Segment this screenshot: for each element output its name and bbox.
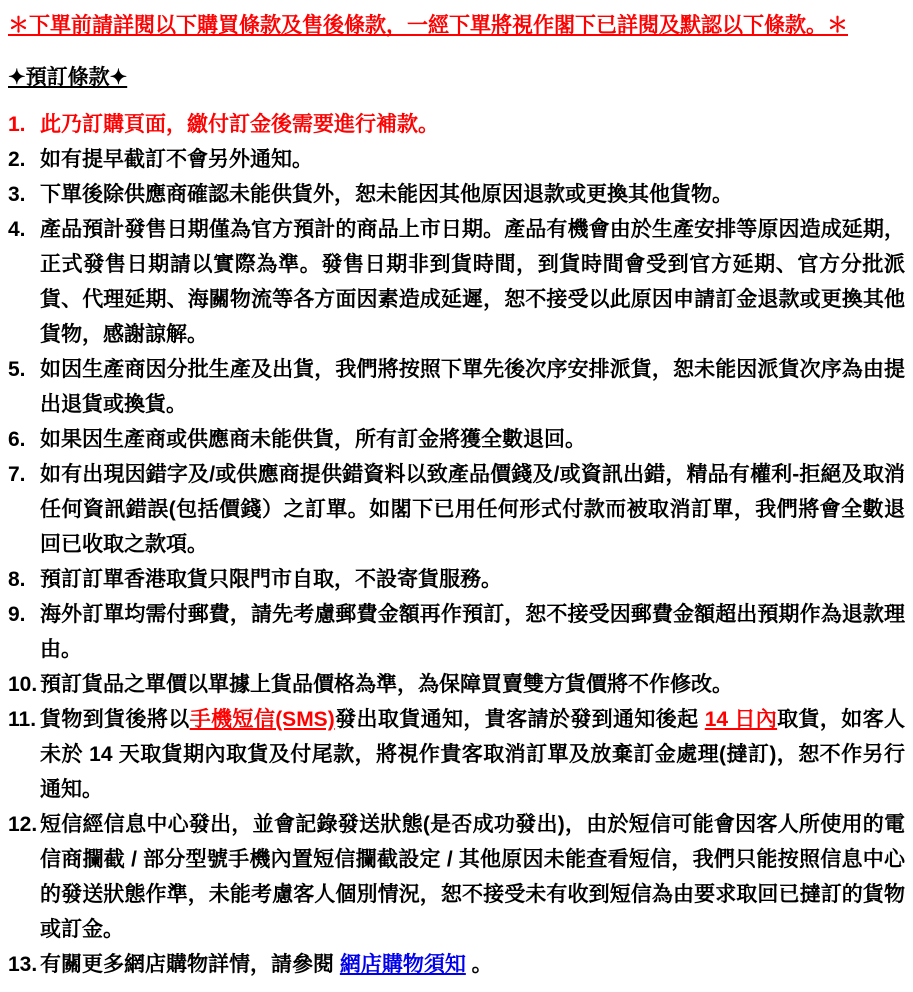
term-number: 9. [8, 603, 26, 626]
term-item-13 [8, 947, 905, 982]
term-text-segment: 貨物到貨後將以 [40, 708, 190, 731]
term-item-12 [8, 807, 905, 947]
term-text-segment: 短信經信息中心發出，並會記錄發送狀態(是否成功發出)，由於短信可能會因客人所使用的電信商攔截 / 部分型號手機內置短信攔截設定 / 其他原因未能查看短信，我們只能按照信息中心的發送狀態作準，未能考慮客人個別情況，恕不接受未有收到短信為由要求取回已撻訂的貨物或訂金。 [40, 813, 905, 941]
term-text [40, 667, 905, 702]
term-text [40, 142, 905, 177]
term-text-segment: 預訂貨品之單價以單據上貨品價格為準，為保障買賣雙方貨價將不作修改。 [40, 673, 733, 696]
term-item-9 [8, 597, 905, 667]
term-text-segment: 發出取貨通知，貴客請於發到通知後起 [334, 708, 705, 731]
purchase-notice-header: ＊下單前請詳閱以下購買條款及售後條款，一經下單將視作閣下已詳閱及默認以下條款。＊ [8, 14, 848, 37]
section-title-preorder-terms: ✦預訂條款✦ [8, 66, 128, 89]
term-item-2 [8, 142, 905, 177]
term-text-segment: 如因生產商因分批生產及出貨，我們將按照下單先後次序安排派貨，恕未能因派貨次序為由提出退貨或換貨。 [40, 358, 905, 416]
term-text-segment: 如有提早截訂不會另外通知。 [40, 148, 313, 171]
term-text-segment: 預訂訂單香港取貨只限門市自取，不設寄貨服務。 [40, 568, 502, 591]
term-text [40, 177, 905, 212]
term-text [40, 422, 905, 457]
term-item-7 [8, 457, 905, 562]
term-text [40, 597, 905, 667]
term-text [40, 947, 905, 982]
term-number: 1. [8, 113, 26, 136]
term-item-4 [8, 212, 905, 352]
pickup-deadline-highlight: 14 日內 [704, 708, 778, 731]
term-item-5 [8, 352, 905, 422]
term-number: 7. [8, 463, 26, 486]
term-number: 13. [8, 953, 38, 976]
term-text [40, 352, 905, 422]
term-number: 8. [8, 568, 26, 591]
term-text-segment: 產品預計發售日期僅為官方預計的商品上市日期。產品有機會由於生產安排等原因造成延期，正式發售日期請以實際為準。發售日期非到貨時間，到貨時間會受到官方延期、官方分批派貨、代理延期、海關物流等各方面因素造成延遲，恕不接受以此原因申請訂金退款或更換其他貨物，感謝諒解。 [40, 218, 905, 346]
term-text [40, 212, 905, 352]
term-item-11 [8, 702, 905, 807]
term-text-segment: 海外訂單均需付郵費，請先考慮郵費金額再作預訂，恕不接受因郵費金額超出預期作為退款理由。 [40, 603, 905, 661]
term-text [40, 807, 905, 947]
term-text-segment: 下單後除供應商確認未能供貨外，恕未能因其他原因退款或更換其他貨物。 [40, 183, 733, 206]
term-number: 12. [8, 813, 38, 836]
term-item-8 [8, 562, 905, 597]
term-text [40, 457, 905, 562]
term-number: 6. [8, 428, 26, 451]
terms-list [8, 107, 905, 982]
term-item-1 [8, 107, 905, 142]
sms-notice-highlight: 手機短信(SMS) [189, 708, 335, 731]
term-number: 2. [8, 148, 26, 171]
term-text [40, 562, 905, 597]
term-number: 11. [8, 708, 37, 731]
term-text-segment: 此乃訂購頁面，繳付訂金後需要進行補款。 [40, 113, 439, 136]
term-item-3 [8, 177, 905, 212]
term-item-6 [8, 422, 905, 457]
term-text-segment: 取貨，如客人未於 14 天取貨期內取貨及付尾款，將視作貴客取消訂單及放棄訂金處理(撻訂)，恕不作另行通知。 [40, 708, 905, 801]
term-number: 5. [8, 358, 26, 381]
term-text-segment: 。 [465, 953, 493, 976]
term-text-segment: 如果因生產商或供應商未能供貨，所有訂金將獲全數退回。 [40, 428, 586, 451]
term-number: 4. [8, 218, 26, 241]
shop-guide-link[interactable]: 網店購物須知 [339, 953, 466, 976]
term-text-segment: 有關更多網店購物詳情，請參閱 [40, 953, 340, 976]
term-text [40, 107, 905, 142]
term-text [40, 702, 905, 807]
term-item-10 [8, 667, 905, 702]
term-text-segment: 如有出現因錯字及/或供應商提供錯資料以致產品價錢及/或資訊出錯，精品有權利-拒絕及取消任何資訊錯誤(包括價錢）之訂單。如閣下已用任何形式付款而被取消訂單，我們將會全數退回已收取之款項。 [40, 463, 905, 556]
term-number: 3. [8, 183, 26, 206]
term-number: 10. [8, 673, 38, 696]
